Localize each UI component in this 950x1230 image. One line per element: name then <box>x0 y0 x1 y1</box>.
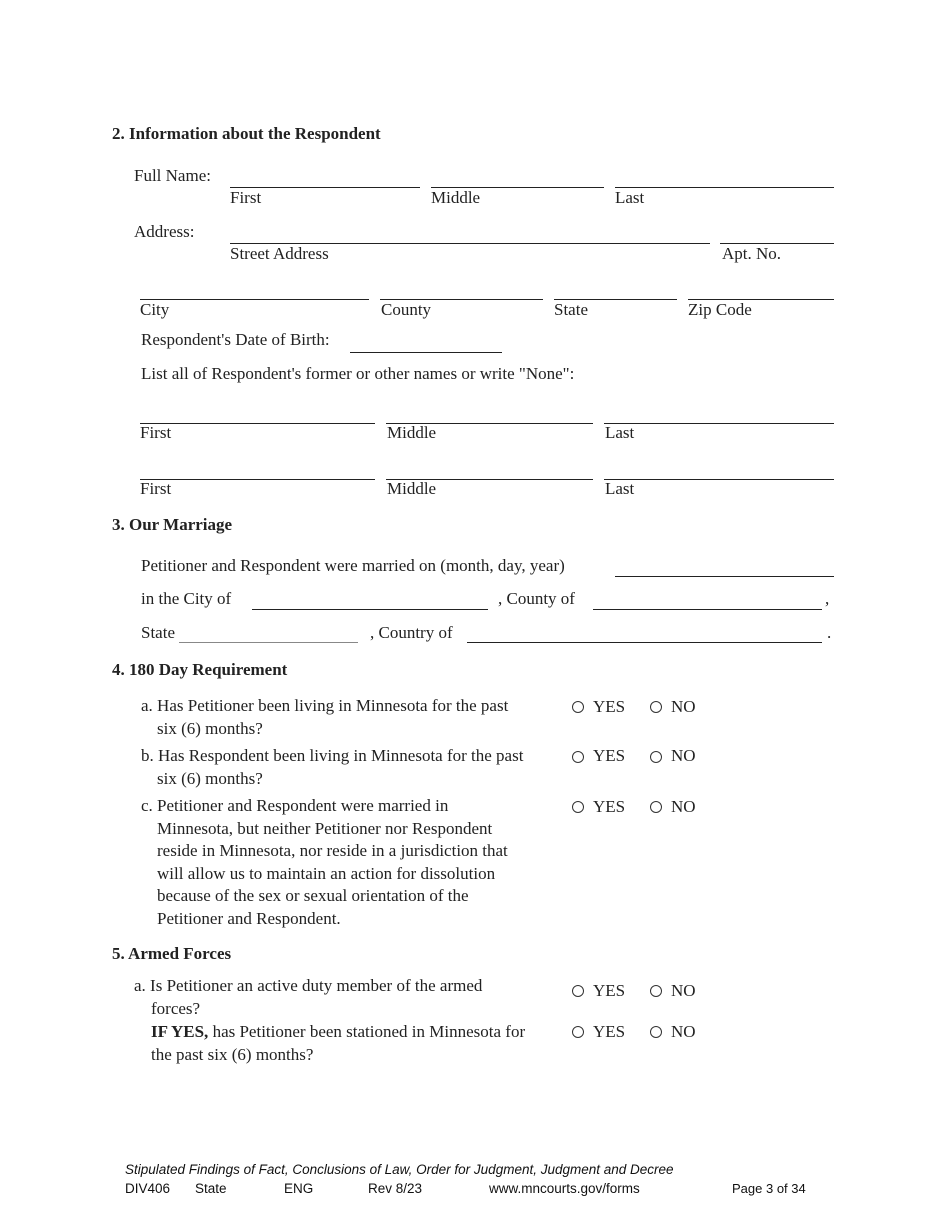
active-duty-yes-radio[interactable] <box>572 985 584 997</box>
no-label: NO <box>671 797 696 816</box>
state-label: State <box>141 623 175 642</box>
question-line: the past six (6) months? <box>151 1044 314 1064</box>
former-first-field-1[interactable] <box>140 423 375 424</box>
former-middle-sublabel: Middle <box>387 479 437 498</box>
question-line: a. Is Petitioner an active duty member of the armed <box>134 976 483 995</box>
question-line: a. Has Petitioner been living in Minnesota for the past <box>141 696 509 715</box>
zip-code-sublabel: Zip Code <box>688 300 752 319</box>
question-line: b. Has Respondent been living in Minnesota for the past <box>141 746 524 765</box>
dob-field[interactable] <box>350 352 502 353</box>
marriage-country-field[interactable] <box>467 642 822 643</box>
residency-question-a <box>141 695 508 740</box>
footer-form-id: DIV406 <box>125 1181 171 1196</box>
yes-label: YES <box>593 981 626 1000</box>
question-line: c. Petitioner and Respondent were married in <box>141 796 449 815</box>
stationed-mn-no-radio[interactable] <box>650 1026 662 1038</box>
former-middle-sublabel: Middle <box>387 423 437 442</box>
no-label: NO <box>671 697 696 716</box>
if-yes-bold: IF YES, <box>151 1022 209 1041</box>
footer-form-title: Stipulated Findings of Fact, Conclusions of Law, Order for Judgment, Judgment and Decree <box>125 1162 674 1177</box>
apt-no-sublabel: Apt. No. <box>722 244 782 263</box>
question-line: Minnesota, but neither Petitioner nor Respondent <box>157 818 493 838</box>
footer-language: ENG <box>284 1181 314 1196</box>
no-label: NO <box>671 746 696 765</box>
active-duty-no-radio[interactable] <box>650 985 662 997</box>
footer-revision: Rev 8/23 <box>368 1181 423 1196</box>
city-field[interactable] <box>140 299 369 300</box>
section-2-heading: 2. Information about the Respondent <box>112 124 381 143</box>
yes-label: YES <box>593 1022 626 1041</box>
married-in-mn-yes-radio[interactable] <box>572 801 584 813</box>
country-period: . <box>827 623 832 642</box>
section-3-heading: 3. Our Marriage <box>112 515 233 534</box>
marriage-county-field[interactable] <box>593 609 822 610</box>
armed-forces-question-a <box>134 975 482 1020</box>
question-line: six (6) months? <box>157 718 263 738</box>
question-line: reside in Minnesota, nor reside in a jurisdiction that <box>157 841 508 860</box>
former-last-field-2[interactable] <box>604 479 834 480</box>
respondent-residency-yes-radio[interactable] <box>572 751 584 763</box>
no-label: NO <box>671 1022 696 1041</box>
armed-forces-question-if-yes <box>151 1021 525 1066</box>
former-last-sublabel: Last <box>605 479 635 498</box>
city-sublabel: City <box>140 300 170 319</box>
footer-state: State <box>195 1181 227 1196</box>
question-line: forces? <box>151 998 201 1018</box>
former-last-sublabel: Last <box>605 423 635 442</box>
last-sublabel: Last <box>615 188 645 207</box>
yes-label: YES <box>593 797 626 816</box>
county-sublabel: County <box>381 300 432 319</box>
yes-label: YES <box>593 697 626 716</box>
footer-url[interactable]: www.mncourts.gov/forms <box>489 1181 640 1196</box>
city-of-label: in the City of <box>141 589 232 608</box>
question-line: because of the sex or sexual orientation of the <box>157 886 469 905</box>
country-of-label: , Country of <box>370 623 453 642</box>
dob-label: Respondent's Date of Birth: <box>141 330 330 349</box>
question-line: Petitioner and Respondent. <box>157 908 341 928</box>
petitioner-residency-yes-radio[interactable] <box>572 701 584 713</box>
respondent-residency-no-radio[interactable] <box>650 751 662 763</box>
county-of-label: , County of <box>498 589 575 608</box>
former-names-label: List all of Respondent's former or other names or write "None": <box>141 364 575 383</box>
marriage-state-field[interactable] <box>179 642 358 643</box>
stationed-mn-yes-radio[interactable] <box>572 1026 584 1038</box>
county-comma: , <box>825 589 830 608</box>
former-first-sublabel: First <box>140 479 172 498</box>
footer-page-number: Page 3 of 34 <box>732 1181 806 1196</box>
marriage-city-field[interactable] <box>252 609 488 610</box>
full-name-label: Full Name: <box>134 166 211 185</box>
question-line: six (6) months? <box>157 768 263 788</box>
address-label: Address: <box>134 222 195 241</box>
marriage-date-field[interactable] <box>615 576 834 577</box>
yes-label: YES <box>593 746 626 765</box>
married-in-mn-no-radio[interactable] <box>650 801 662 813</box>
residency-question-b <box>141 745 523 790</box>
street-address-sublabel: Street Address <box>230 244 329 263</box>
former-first-field-2[interactable] <box>140 479 375 480</box>
former-first-sublabel: First <box>140 423 172 442</box>
section-4-heading: 4. 180 Day Requirement <box>112 660 288 679</box>
section-5-heading: 5. Armed Forces <box>112 944 232 963</box>
question-line: will allow us to maintain an action for dissolution <box>157 863 496 883</box>
middle-sublabel: Middle <box>431 188 481 207</box>
if-yes-rest: has Petitioner been stationed in Minnesota for <box>208 1022 526 1041</box>
first-sublabel: First <box>230 188 262 207</box>
petitioner-residency-no-radio[interactable] <box>650 701 662 713</box>
last-name-field[interactable] <box>615 187 834 188</box>
question-line <box>151 1021 525 1044</box>
residency-question-c <box>141 795 508 930</box>
former-last-field-1[interactable] <box>604 423 834 424</box>
no-label: NO <box>671 981 696 1000</box>
state-sublabel: State <box>554 300 588 319</box>
married-on-label: Petitioner and Respondent were married on (month, day, year) <box>141 556 565 575</box>
